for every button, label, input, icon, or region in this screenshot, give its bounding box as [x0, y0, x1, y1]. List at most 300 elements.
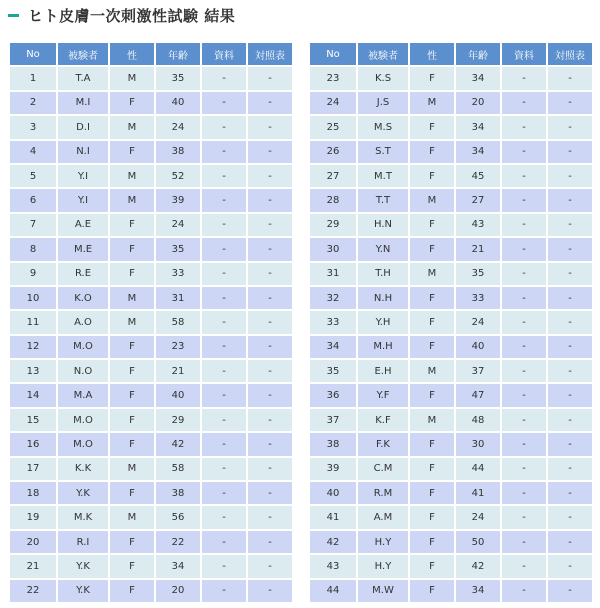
table-row — [310, 458, 592, 480]
table-row — [310, 116, 592, 138]
cell-material: - — [502, 531, 546, 553]
cell-no: 32 — [310, 287, 356, 309]
cell-age: 29 — [156, 409, 200, 431]
cell-control: - — [548, 116, 592, 138]
header-control: 対照表 — [548, 43, 592, 65]
cell-sex: F — [410, 141, 454, 163]
cell-material: - — [202, 189, 246, 211]
cell-no: 22 — [10, 580, 56, 602]
cell-material: - — [502, 458, 546, 480]
table-row — [310, 360, 592, 382]
cell-material: - — [202, 458, 246, 480]
cell-age: 40 — [456, 336, 500, 358]
table-row — [10, 141, 292, 163]
table-row — [310, 141, 592, 163]
cell-no: 33 — [310, 311, 356, 333]
table-row — [10, 67, 292, 89]
cell-subject: T.T — [358, 189, 408, 211]
cell-subject: R.I — [58, 531, 108, 553]
cell-subject: M.A — [58, 384, 108, 406]
cell-control: - — [548, 311, 592, 333]
cell-material: - — [502, 409, 546, 431]
cell-sex: F — [410, 433, 454, 455]
table-row — [310, 482, 592, 504]
cell-no: 2 — [10, 92, 56, 114]
header-subject: 被験者 — [58, 43, 108, 65]
cell-material: - — [502, 141, 546, 163]
cell-material: - — [202, 116, 246, 138]
cell-subject: T.A — [58, 67, 108, 89]
table-row — [310, 555, 592, 577]
cell-material: - — [202, 263, 246, 285]
cell-sex: F — [410, 336, 454, 358]
table-row — [10, 238, 292, 260]
cell-material: - — [502, 311, 546, 333]
cell-control: - — [548, 580, 592, 602]
cell-sex: F — [110, 336, 154, 358]
cell-subject: Y.N — [358, 238, 408, 260]
cell-no: 1 — [10, 67, 56, 89]
cell-age: 22 — [156, 531, 200, 553]
cell-material: - — [202, 165, 246, 187]
cell-no: 37 — [310, 409, 356, 431]
cell-material: - — [502, 214, 546, 236]
table-row — [310, 214, 592, 236]
cell-sex: M — [410, 263, 454, 285]
cell-sex: F — [110, 141, 154, 163]
cell-subject: M.H — [358, 336, 408, 358]
cell-sex: F — [110, 409, 154, 431]
cell-no: 12 — [10, 336, 56, 358]
cell-age: 34 — [456, 580, 500, 602]
cell-age: 34 — [456, 141, 500, 163]
cell-subject: Y.K — [58, 580, 108, 602]
header-sex: 性 — [110, 43, 154, 65]
cell-age: 42 — [456, 555, 500, 577]
cell-no: 35 — [310, 360, 356, 382]
table-row — [310, 531, 592, 553]
cell-material: - — [202, 384, 246, 406]
cell-no: 39 — [310, 458, 356, 480]
cell-sex: M — [110, 165, 154, 187]
cell-material: - — [502, 336, 546, 358]
header-material: 資料 — [202, 43, 246, 65]
cell-no: 7 — [10, 214, 56, 236]
cell-age: 45 — [456, 165, 500, 187]
cell-subject: M.O — [58, 433, 108, 455]
cell-control: - — [248, 409, 292, 431]
cell-age: 30 — [456, 433, 500, 455]
cell-control: - — [248, 67, 292, 89]
table-row — [10, 116, 292, 138]
cell-age: 21 — [456, 238, 500, 260]
cell-subject: N.H — [358, 287, 408, 309]
cell-subject: H.Y — [358, 531, 408, 553]
cell-control: - — [248, 384, 292, 406]
cell-no: 38 — [310, 433, 356, 455]
cell-no: 18 — [10, 482, 56, 504]
cell-subject: M.S — [358, 116, 408, 138]
cell-age: 58 — [156, 458, 200, 480]
cell-subject: K.O — [58, 287, 108, 309]
cell-subject: M.I — [58, 92, 108, 114]
cell-no: 26 — [310, 141, 356, 163]
cell-material: - — [202, 433, 246, 455]
cell-no: 8 — [10, 238, 56, 260]
cell-material: - — [202, 506, 246, 528]
cell-no: 11 — [10, 311, 56, 333]
cell-sex: F — [110, 433, 154, 455]
cell-control: - — [248, 214, 292, 236]
cell-sex: F — [110, 580, 154, 602]
cell-age: 24 — [156, 214, 200, 236]
cell-subject: M.W — [358, 580, 408, 602]
cell-sex: F — [410, 531, 454, 553]
cell-material: - — [202, 287, 246, 309]
table-row — [310, 238, 592, 260]
cell-control: - — [248, 458, 292, 480]
cell-material: - — [502, 263, 546, 285]
cell-subject: H.Y — [358, 555, 408, 577]
cell-no: 42 — [310, 531, 356, 553]
results-table-right — [308, 41, 594, 604]
cell-control: - — [248, 531, 292, 553]
cell-sex: F — [110, 555, 154, 577]
cell-control: - — [248, 506, 292, 528]
cell-material: - — [202, 409, 246, 431]
table-header-row — [310, 43, 592, 65]
cell-sex: F — [410, 165, 454, 187]
cell-control: - — [248, 433, 292, 455]
cell-no: 31 — [310, 263, 356, 285]
cell-sex: F — [110, 360, 154, 382]
cell-sex: M — [110, 506, 154, 528]
cell-material: - — [502, 287, 546, 309]
cell-subject: K.K — [58, 458, 108, 480]
cell-age: 41 — [456, 482, 500, 504]
cell-no: 5 — [10, 165, 56, 187]
cell-control: - — [548, 141, 592, 163]
table-row — [10, 580, 292, 602]
cell-control: - — [548, 531, 592, 553]
table-row — [310, 506, 592, 528]
cell-sex: F — [410, 238, 454, 260]
cell-material: - — [202, 360, 246, 382]
cell-sex: F — [410, 287, 454, 309]
cell-material: - — [202, 580, 246, 602]
cell-material: - — [502, 238, 546, 260]
cell-sex: F — [410, 482, 454, 504]
cell-subject: M.T — [358, 165, 408, 187]
cell-control: - — [248, 311, 292, 333]
table-row — [10, 336, 292, 358]
cell-material: - — [202, 238, 246, 260]
table-row — [310, 409, 592, 431]
cell-no: 36 — [310, 384, 356, 406]
cell-no: 30 — [310, 238, 356, 260]
cell-age: 44 — [456, 458, 500, 480]
cell-sex: M — [410, 360, 454, 382]
table-row — [310, 67, 592, 89]
cell-no: 14 — [10, 384, 56, 406]
cell-sex: F — [410, 311, 454, 333]
table-header-row — [10, 43, 292, 65]
cell-sex: M — [110, 189, 154, 211]
cell-no: 19 — [10, 506, 56, 528]
cell-sex: M — [110, 311, 154, 333]
cell-control: - — [248, 482, 292, 504]
cell-control: - — [548, 92, 592, 114]
cell-control: - — [248, 92, 292, 114]
table-row — [10, 92, 292, 114]
cell-material: - — [502, 189, 546, 211]
cell-age: 34 — [156, 555, 200, 577]
table-row — [10, 458, 292, 480]
cell-age: 24 — [156, 116, 200, 138]
header-no: No — [10, 43, 56, 65]
cell-no: 27 — [310, 165, 356, 187]
cell-control: - — [548, 238, 592, 260]
cell-no: 13 — [10, 360, 56, 382]
cell-no: 41 — [310, 506, 356, 528]
cell-material: - — [202, 141, 246, 163]
table-row — [10, 384, 292, 406]
cell-no: 23 — [310, 67, 356, 89]
cell-age: 40 — [156, 92, 200, 114]
cell-no: 28 — [310, 189, 356, 211]
cell-subject: Y.I — [58, 165, 108, 187]
cell-sex: M — [410, 189, 454, 211]
cell-age: 24 — [456, 506, 500, 528]
cell-material: - — [502, 92, 546, 114]
cell-no: 44 — [310, 580, 356, 602]
table-row — [310, 580, 592, 602]
cell-age: 38 — [156, 141, 200, 163]
cell-age: 20 — [456, 92, 500, 114]
cell-subject: D.I — [58, 116, 108, 138]
cell-subject: Y.I — [58, 189, 108, 211]
table-row — [310, 287, 592, 309]
cell-control: - — [248, 336, 292, 358]
cell-subject: H.N — [358, 214, 408, 236]
cell-age: 34 — [456, 116, 500, 138]
table-row — [10, 165, 292, 187]
cell-material: - — [502, 360, 546, 382]
cell-age: 35 — [156, 238, 200, 260]
cell-subject: R.E — [58, 263, 108, 285]
table-row — [10, 433, 292, 455]
cell-age: 58 — [156, 311, 200, 333]
table-row — [10, 311, 292, 333]
page-title: ヒト皮膚一次刺激性試験 結果 — [28, 6, 236, 25]
cell-sex: F — [410, 116, 454, 138]
cell-subject: M.O — [58, 336, 108, 358]
cell-subject: A.M — [358, 506, 408, 528]
cell-age: 27 — [456, 189, 500, 211]
cell-age: 43 — [456, 214, 500, 236]
cell-control: - — [548, 287, 592, 309]
cell-age: 21 — [156, 360, 200, 382]
table-row — [310, 165, 592, 187]
cell-sex: F — [110, 238, 154, 260]
cell-age: 50 — [456, 531, 500, 553]
cell-age: 56 — [156, 506, 200, 528]
cell-sex: F — [410, 555, 454, 577]
cell-material: - — [202, 336, 246, 358]
cell-sex: M — [410, 92, 454, 114]
cell-control: - — [248, 165, 292, 187]
cell-subject: Y.F — [358, 384, 408, 406]
cell-no: 4 — [10, 141, 56, 163]
cell-material: - — [502, 384, 546, 406]
cell-control: - — [248, 263, 292, 285]
cell-subject: R.M — [358, 482, 408, 504]
cell-no: 43 — [310, 555, 356, 577]
cell-material: - — [202, 482, 246, 504]
cell-age: 35 — [456, 263, 500, 285]
cell-sex: F — [110, 482, 154, 504]
cell-age: 33 — [156, 263, 200, 285]
cell-subject: Y.K — [58, 482, 108, 504]
cell-age: 39 — [156, 189, 200, 211]
cell-subject: A.O — [58, 311, 108, 333]
cell-control: - — [248, 238, 292, 260]
cell-no: 9 — [10, 263, 56, 285]
table-row — [10, 409, 292, 431]
cell-age: 35 — [156, 67, 200, 89]
cell-age: 34 — [456, 67, 500, 89]
cell-subject: M.K — [58, 506, 108, 528]
cell-material: - — [502, 482, 546, 504]
cell-subject: F.K — [358, 433, 408, 455]
cell-control: - — [548, 482, 592, 504]
cell-no: 29 — [310, 214, 356, 236]
cell-no: 15 — [10, 409, 56, 431]
cell-material: - — [202, 555, 246, 577]
cell-no: 16 — [10, 433, 56, 455]
cell-control: - — [548, 189, 592, 211]
cell-subject: C.M — [358, 458, 408, 480]
table-row — [10, 263, 292, 285]
cell-subject: Y.H — [358, 311, 408, 333]
cell-material: - — [502, 555, 546, 577]
cell-control: - — [248, 287, 292, 309]
cell-sex: F — [110, 214, 154, 236]
cell-sex: F — [110, 263, 154, 285]
cell-age: 38 — [156, 482, 200, 504]
cell-material: - — [202, 67, 246, 89]
cell-subject: N.O — [58, 360, 108, 382]
table-row — [310, 263, 592, 285]
cell-sex: M — [110, 287, 154, 309]
cell-control: - — [548, 384, 592, 406]
cell-control: - — [548, 336, 592, 358]
cell-age: 52 — [156, 165, 200, 187]
cell-sex: F — [410, 67, 454, 89]
cell-control: - — [248, 360, 292, 382]
cell-control: - — [548, 409, 592, 431]
cell-age: 33 — [456, 287, 500, 309]
results-table-left — [8, 41, 294, 604]
heading-accent-bar — [8, 14, 19, 17]
header-sex: 性 — [410, 43, 454, 65]
cell-control: - — [548, 506, 592, 528]
cell-subject: M.E — [58, 238, 108, 260]
cell-age: 24 — [456, 311, 500, 333]
cell-sex: M — [110, 67, 154, 89]
table-row — [310, 336, 592, 358]
table-row — [10, 214, 292, 236]
cell-material: - — [202, 92, 246, 114]
cell-subject: N.I — [58, 141, 108, 163]
cell-control: - — [248, 555, 292, 577]
cell-no: 10 — [10, 287, 56, 309]
table-row — [310, 384, 592, 406]
cell-no: 21 — [10, 555, 56, 577]
cell-age: 42 — [156, 433, 200, 455]
cell-age: 37 — [456, 360, 500, 382]
table-row — [310, 92, 592, 114]
cell-material: - — [502, 433, 546, 455]
cell-material: - — [202, 214, 246, 236]
cell-control: - — [548, 458, 592, 480]
cell-control: - — [548, 433, 592, 455]
table-row — [10, 506, 292, 528]
cell-age: 40 — [156, 384, 200, 406]
table-row — [310, 433, 592, 455]
cell-no: 34 — [310, 336, 356, 358]
table-row — [10, 531, 292, 553]
cell-age: 23 — [156, 336, 200, 358]
cell-control: - — [548, 555, 592, 577]
cell-no: 17 — [10, 458, 56, 480]
cell-control: - — [248, 116, 292, 138]
cell-no: 6 — [10, 189, 56, 211]
cell-subject: J.S — [358, 92, 408, 114]
cell-sex: M — [110, 458, 154, 480]
cell-sex: F — [410, 384, 454, 406]
header-age: 年齢 — [156, 43, 200, 65]
cell-subject: K.F — [358, 409, 408, 431]
cell-sex: M — [410, 409, 454, 431]
cell-control: - — [248, 141, 292, 163]
cell-control: - — [548, 360, 592, 382]
table-row — [10, 189, 292, 211]
header-no: No — [310, 43, 356, 65]
cell-age: 48 — [456, 409, 500, 431]
cell-sex: F — [410, 580, 454, 602]
cell-no: 40 — [310, 482, 356, 504]
cell-no: 25 — [310, 116, 356, 138]
cell-material: - — [502, 165, 546, 187]
cell-control: - — [248, 580, 292, 602]
cell-age: 20 — [156, 580, 200, 602]
section-heading — [8, 5, 235, 25]
cell-control: - — [248, 189, 292, 211]
cell-no: 20 — [10, 531, 56, 553]
cell-subject: M.O — [58, 409, 108, 431]
cell-no: 3 — [10, 116, 56, 138]
cell-material: - — [502, 67, 546, 89]
cell-sex: F — [110, 384, 154, 406]
table-row — [10, 287, 292, 309]
cell-subject: S.T — [358, 141, 408, 163]
cell-control: - — [548, 263, 592, 285]
cell-subject: A.E — [58, 214, 108, 236]
header-control: 対照表 — [248, 43, 292, 65]
cell-sex: M — [110, 116, 154, 138]
table-row — [10, 555, 292, 577]
